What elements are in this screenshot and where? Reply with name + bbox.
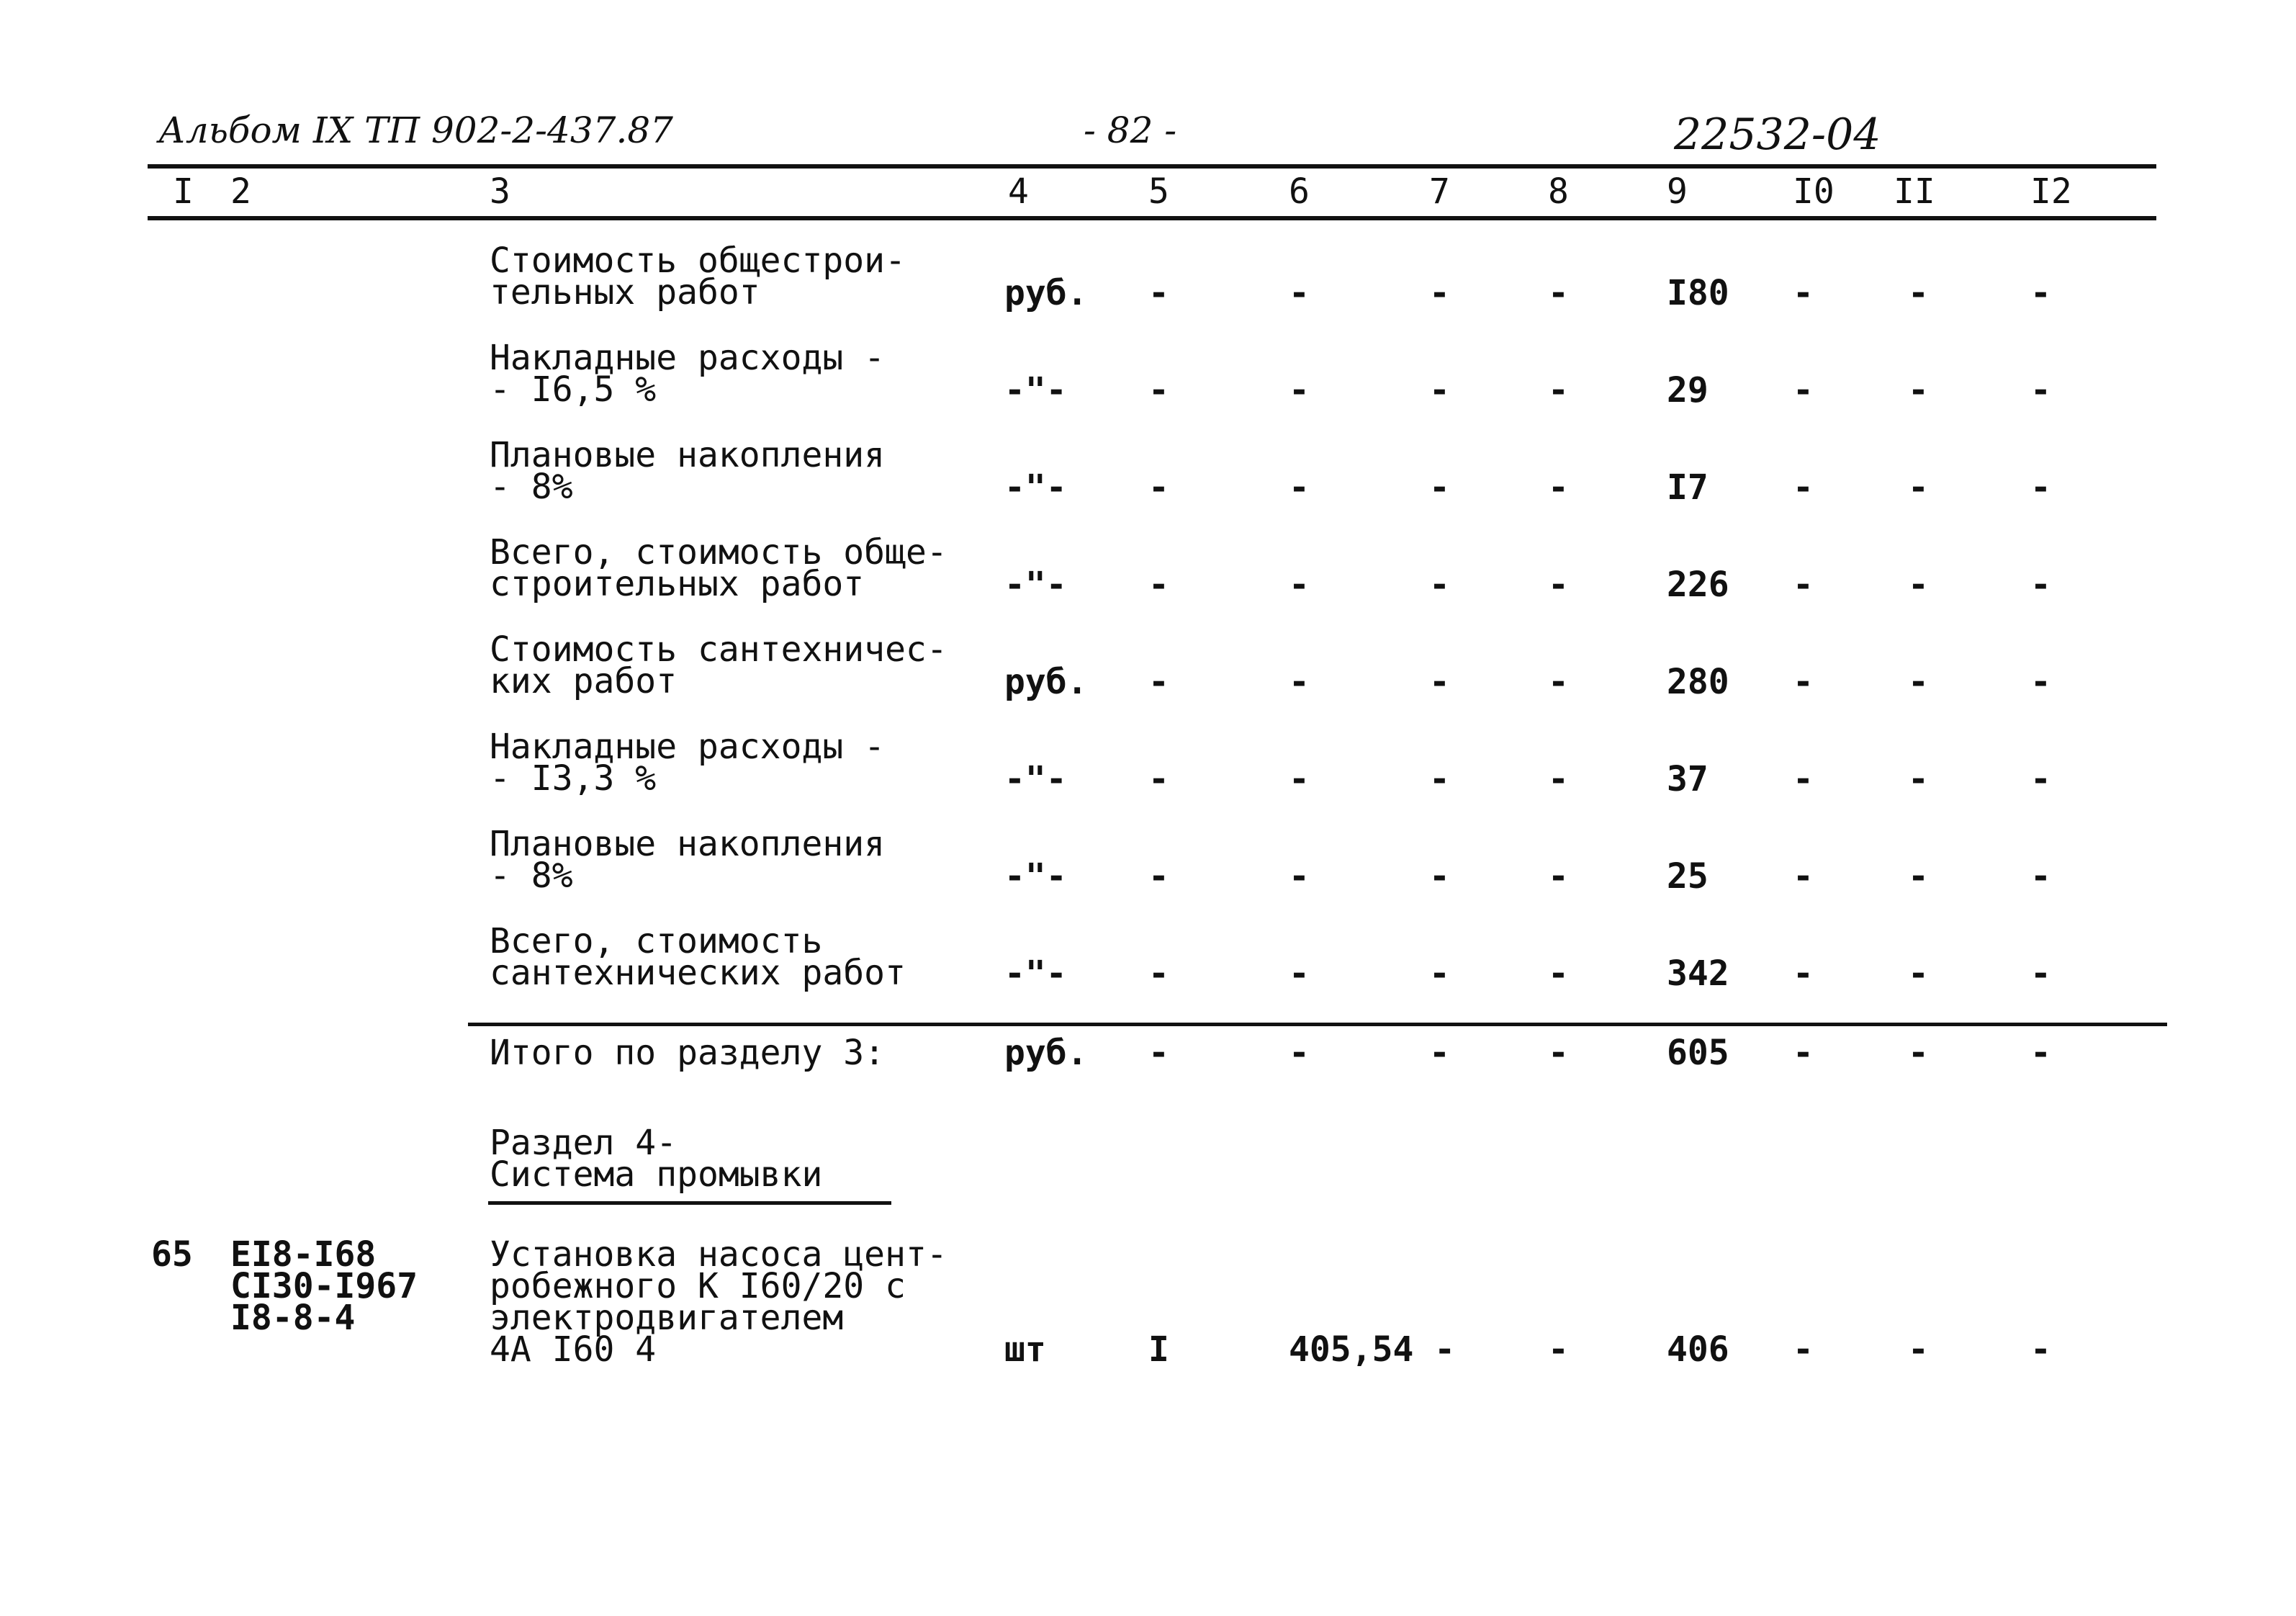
row-unit: руб.	[1004, 662, 1088, 702]
row-col5: -	[1148, 759, 1169, 799]
section-heading-underline	[488, 1201, 891, 1205]
row-col7: -	[1429, 953, 1450, 994]
row-unit: -"-	[1004, 370, 1067, 410]
row-col8: -	[1548, 273, 1569, 313]
row-col6: -	[1289, 565, 1310, 605]
total-col10: -	[1793, 1033, 1814, 1073]
row-col5: -	[1148, 273, 1169, 313]
document-code: 22532-04	[1674, 109, 1881, 160]
column-header-12: I2	[2030, 171, 2072, 212]
row-col11: -	[1908, 370, 1929, 410]
column-header-6: 6	[1289, 171, 1310, 212]
section-heading: Раздел 4- Система промывки	[490, 1123, 823, 1195]
row-col9: 226	[1667, 565, 1729, 605]
row-col11: -	[1908, 759, 1929, 799]
row-col9: 29	[1667, 370, 1709, 410]
row-unit: -"-	[1004, 565, 1067, 605]
row-description: Плановые накопления - 8%	[490, 824, 886, 896]
row-col11: -	[1908, 662, 1929, 702]
row-col9: 280	[1667, 662, 1729, 702]
row-col10: -	[1793, 370, 1814, 410]
item-col11: -	[1908, 1329, 1929, 1370]
column-header-10: I0	[1793, 171, 1834, 212]
column-header-5: 5	[1148, 171, 1169, 212]
row-col10: -	[1793, 856, 1814, 897]
row-col9: 342	[1667, 953, 1729, 994]
column-header-11: II	[1894, 171, 1935, 212]
row-col7: -	[1429, 856, 1450, 897]
row-col6: -	[1289, 273, 1310, 313]
row-col12: -	[2030, 662, 2051, 702]
item-unit: шт	[1004, 1329, 1046, 1370]
row-col10: -	[1793, 662, 1814, 702]
total-col11: -	[1908, 1033, 1929, 1073]
total-col9: 605	[1667, 1033, 1729, 1073]
subtotal-rule	[468, 1023, 2167, 1026]
row-col6: -	[1289, 662, 1310, 702]
row-col5: -	[1148, 856, 1169, 897]
row-description: Накладные расходы - - I6,5 %	[490, 338, 886, 410]
item-col12: -	[2030, 1329, 2051, 1370]
row-col10: -	[1793, 565, 1814, 605]
item-number: 65	[151, 1234, 193, 1275]
row-col12: -	[2030, 953, 2051, 994]
row-col10: -	[1793, 759, 1814, 799]
row-col7: -	[1429, 467, 1450, 508]
row-description: Стоимость сантехничес- ких работ	[490, 629, 947, 701]
row-unit: -"-	[1004, 759, 1067, 799]
header-top-rule	[148, 164, 2156, 169]
row-col11: -	[1908, 467, 1929, 508]
row-col11: -	[1908, 856, 1929, 897]
row-col7: -	[1429, 759, 1450, 799]
row-col12: -	[2030, 856, 2051, 897]
row-col12: -	[2030, 370, 2051, 410]
total-col5: -	[1148, 1033, 1169, 1073]
row-unit: -"-	[1004, 856, 1067, 897]
row-description: Всего, стоимость обще- строительных работ	[490, 532, 947, 604]
row-col6: -	[1289, 953, 1310, 994]
header-bottom-rule	[148, 216, 2156, 220]
row-col8: -	[1548, 662, 1569, 702]
album-reference: Альбом IX ТП 902-2-437.87	[158, 109, 673, 151]
column-header-7: 7	[1429, 171, 1450, 212]
column-header-8: 8	[1548, 171, 1569, 212]
row-col8: -	[1548, 953, 1569, 994]
row-col9: I80	[1667, 273, 1729, 313]
column-header-9: 9	[1667, 171, 1688, 212]
row-col8: -	[1548, 856, 1569, 897]
item-quantity: I	[1148, 1329, 1169, 1370]
page-number: - 82 -	[1084, 109, 1177, 151]
row-col5: -	[1148, 467, 1169, 508]
row-col7: -	[1429, 370, 1450, 410]
row-col8: -	[1548, 467, 1569, 508]
row-unit: -"-	[1004, 467, 1067, 508]
row-col8: -	[1548, 565, 1569, 605]
row-col11: -	[1908, 565, 1929, 605]
row-description: Всего, стоимость сантехнических работ	[490, 921, 906, 993]
row-col5: -	[1148, 662, 1169, 702]
column-header-2: 2	[230, 171, 251, 212]
row-unit: -"-	[1004, 953, 1067, 994]
item-col9: 406	[1667, 1329, 1729, 1370]
row-col12: -	[2030, 467, 2051, 508]
row-col10: -	[1793, 273, 1814, 313]
total-col7: -	[1429, 1033, 1450, 1073]
row-col8: -	[1548, 370, 1569, 410]
row-col9: I7	[1667, 467, 1709, 508]
row-col12: -	[2030, 273, 2051, 313]
total-col12: -	[2030, 1033, 2051, 1073]
row-col11: -	[1908, 273, 1929, 313]
total-description: Итого по разделу 3:	[490, 1033, 886, 1073]
row-col12: -	[2030, 759, 2051, 799]
row-col5: -	[1148, 370, 1169, 410]
item-codes: EI8-I68 CI30-I967 I8-8-4	[230, 1234, 418, 1338]
row-col8: -	[1548, 759, 1569, 799]
row-col7: -	[1429, 273, 1450, 313]
row-col9: 25	[1667, 856, 1709, 897]
row-col6: -	[1289, 467, 1310, 508]
row-unit: руб.	[1004, 273, 1088, 313]
row-col10: -	[1793, 467, 1814, 508]
row-col5: -	[1148, 953, 1169, 994]
column-header-3: 3	[490, 171, 510, 212]
row-col6: -	[1289, 759, 1310, 799]
row-description: Плановые накопления - 8%	[490, 435, 886, 507]
row-col5: -	[1148, 565, 1169, 605]
row-col10: -	[1793, 953, 1814, 994]
row-col11: -	[1908, 953, 1929, 994]
item-col8: -	[1548, 1329, 1569, 1370]
total-col6: -	[1289, 1033, 1310, 1073]
row-col7: -	[1429, 662, 1450, 702]
total-col8: -	[1548, 1033, 1569, 1073]
total-unit: руб.	[1004, 1033, 1088, 1073]
column-header-1: I	[173, 171, 194, 212]
item-unit-price: 405,54 -	[1289, 1329, 1456, 1370]
row-description: Накладные расходы - - I3,3 %	[490, 727, 886, 799]
row-col12: -	[2030, 565, 2051, 605]
row-col6: -	[1289, 370, 1310, 410]
item-col10: -	[1793, 1329, 1814, 1370]
row-col7: -	[1429, 565, 1450, 605]
row-col6: -	[1289, 856, 1310, 897]
item-description: Установка насоса цент- робежного К I60/20 с электродвигателем 4А I60 4	[490, 1234, 947, 1370]
column-header-4: 4	[1008, 171, 1029, 212]
row-col9: 37	[1667, 759, 1709, 799]
row-description: Стоимость общестрои- тельных работ	[490, 241, 906, 313]
